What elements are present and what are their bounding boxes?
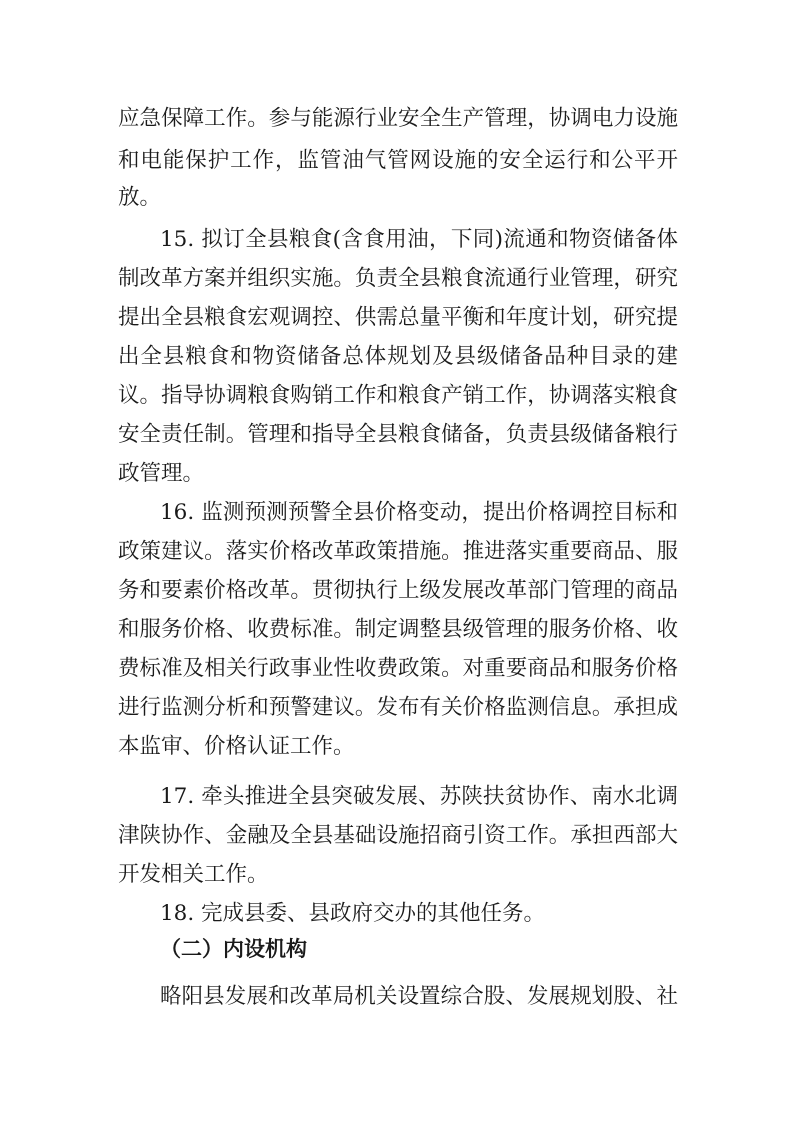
item-17-start: 17. 牵头推进全县突破发展、苏陕扶贫协作、南水北调 bbox=[160, 784, 678, 809]
text-line: 议。指导协调粮食购销工作和粮食产销工作，协调落实粮食 bbox=[118, 383, 678, 408]
text-line: 进行监测分析和预警建议。发布有关价格监测信息。承担成 bbox=[118, 695, 678, 720]
item-15-start: 15. 拟订全县粮食(含食用油，下同)流通和物资储备体 bbox=[160, 227, 678, 252]
text-line: 安全责任制。管理和指导全县粮食储备，负责县级储备粮行 bbox=[118, 422, 678, 447]
item-18: 18. 完成县委、县政府交办的其他任务。 bbox=[160, 901, 546, 926]
text-line: 提出全县粮食宏观调控、供需总量平衡和年度计划，研究提 bbox=[118, 305, 678, 330]
text-line: 津陕协作、金融及全县基础设施招商引资工作。承担西部大 bbox=[118, 823, 678, 848]
text-line: 出全县粮食和物资储备总体规划及县级储备品种目录的建 bbox=[118, 344, 678, 369]
text-line: 制改革方案并组织实施。负责全县粮食流通行业管理，研究 bbox=[118, 266, 678, 291]
text-line: 政策建议。落实价格改革政策措施。推进落实重要商品、服 bbox=[118, 539, 678, 564]
text-line: 政管理。 bbox=[118, 461, 205, 486]
section-heading: （二）内设机构 bbox=[160, 937, 307, 961]
text-line: 费标准及相关行政事业性收费政策。对重要商品和服务价格 bbox=[118, 656, 678, 681]
text-line: 应急保障工作。参与能源行业安全生产管理，协调电力设施 bbox=[118, 106, 678, 131]
text-line: 放。 bbox=[118, 185, 162, 210]
text-line: 务和要素价格改革。贯彻执行上级发展改革部门管理的商品 bbox=[118, 578, 678, 603]
item-16-start: 16. 监测预测预警全县价格变动，提出价格调控目标和 bbox=[160, 500, 678, 525]
text-line: 和电能保护工作，监管油气管网设施的安全运行和公平开 bbox=[118, 148, 678, 173]
text-line: 略阳县发展和改革局机关设置综合股、发展规划股、社 bbox=[160, 984, 678, 1009]
text-line: 和服务价格、收费标准。制定调整县级管理的服务价格、收 bbox=[118, 617, 678, 642]
text-line: 本监审、价格认证工作。 bbox=[118, 734, 355, 759]
text-line: 开发相关工作。 bbox=[118, 862, 269, 887]
